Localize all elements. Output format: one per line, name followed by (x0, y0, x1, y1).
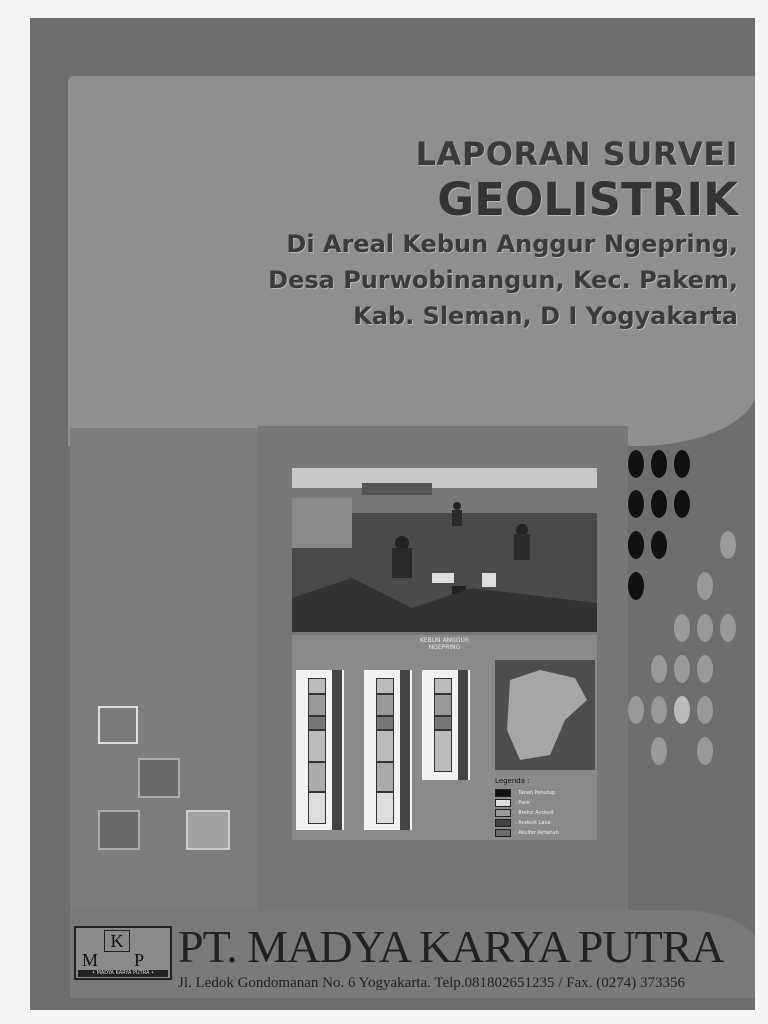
decor-dot (651, 531, 667, 559)
decor-dot (674, 614, 690, 642)
decor-dot (651, 696, 667, 724)
legend-label: : Tanah Penutup (515, 789, 556, 796)
company-name: PT. MADYA KARYA PUTRA (178, 921, 724, 972)
decor-dot (651, 655, 667, 683)
legend-swatch (495, 799, 511, 807)
decor-dot (674, 696, 690, 724)
decor-dot (628, 531, 644, 559)
report-subject: GEOLISTRIK (437, 173, 738, 226)
diagram-title-line-1: KEBUN ANGGUR (419, 637, 470, 644)
legend-item (495, 808, 595, 817)
diagram-title (292, 637, 597, 651)
report-cover (30, 18, 755, 1010)
decor-dot (697, 696, 713, 724)
decor-dot (720, 614, 736, 642)
title-panel (68, 76, 755, 446)
logo-m: M (82, 950, 99, 970)
legend-swatch (495, 829, 511, 837)
decor-dot (674, 655, 690, 683)
legend-item (495, 828, 595, 837)
report-type: LAPORAN SURVEI (415, 135, 738, 173)
decor-square (138, 758, 180, 798)
borehole-log (422, 670, 470, 780)
decor-dot (720, 531, 736, 559)
decor-dot (697, 655, 713, 683)
legend-label: : Akuifer Airtanah (515, 829, 559, 836)
decor-square (98, 810, 140, 850)
decor-dot (674, 490, 690, 518)
logo-k: K (104, 930, 130, 952)
legend-item (495, 788, 595, 797)
location-line-3: Kab. Sleman, D I Yogyakarta (353, 302, 738, 330)
title-block (268, 134, 738, 334)
decor-dot (651, 737, 667, 765)
legend (495, 777, 595, 837)
company-address: Jl. Ledok Gondomanan No. 6 Yogyakarta. Telp.081802651235 / Fax. (0274) 373356 (178, 975, 685, 991)
resistivity-diagram (292, 635, 597, 840)
borehole-log (364, 670, 412, 830)
decor-square (98, 706, 138, 744)
company-logo (74, 926, 172, 980)
location-line-1: Di Areal Kebun Anggur Ngepring, (286, 230, 738, 258)
decor-dot (651, 490, 667, 518)
legend-item (495, 818, 595, 827)
legend-swatch (495, 809, 511, 817)
decor-dot (628, 572, 644, 600)
borehole-log (296, 670, 344, 830)
legend-swatch (495, 789, 511, 797)
field-photo (292, 468, 597, 632)
legend-label: : Pasir (515, 799, 531, 806)
site-map (495, 660, 595, 770)
decor-dot (697, 737, 713, 765)
legend-label: : Andesit Lava (515, 819, 551, 826)
location-line-2: Desa Purwobinangun, Kec. Pakem, (268, 266, 738, 294)
legend-title: Legenda : (495, 777, 530, 785)
logo-subtitle: • MADYA KARYA PUTRA • (78, 970, 168, 977)
legend-swatch (495, 819, 511, 827)
decor-dot (651, 450, 667, 478)
decor-dot (628, 450, 644, 478)
decor-dot (628, 696, 644, 724)
diagram-title-line-2: NGEPRING (428, 644, 461, 651)
logo-p: P (134, 950, 145, 970)
decor-dot (628, 490, 644, 518)
legend-label: : Breksi Andesit (515, 809, 554, 816)
decor-square (186, 810, 230, 850)
decor-dot (697, 572, 713, 600)
decor-dot (674, 450, 690, 478)
legend-item (495, 798, 595, 807)
decor-dot (697, 614, 713, 642)
